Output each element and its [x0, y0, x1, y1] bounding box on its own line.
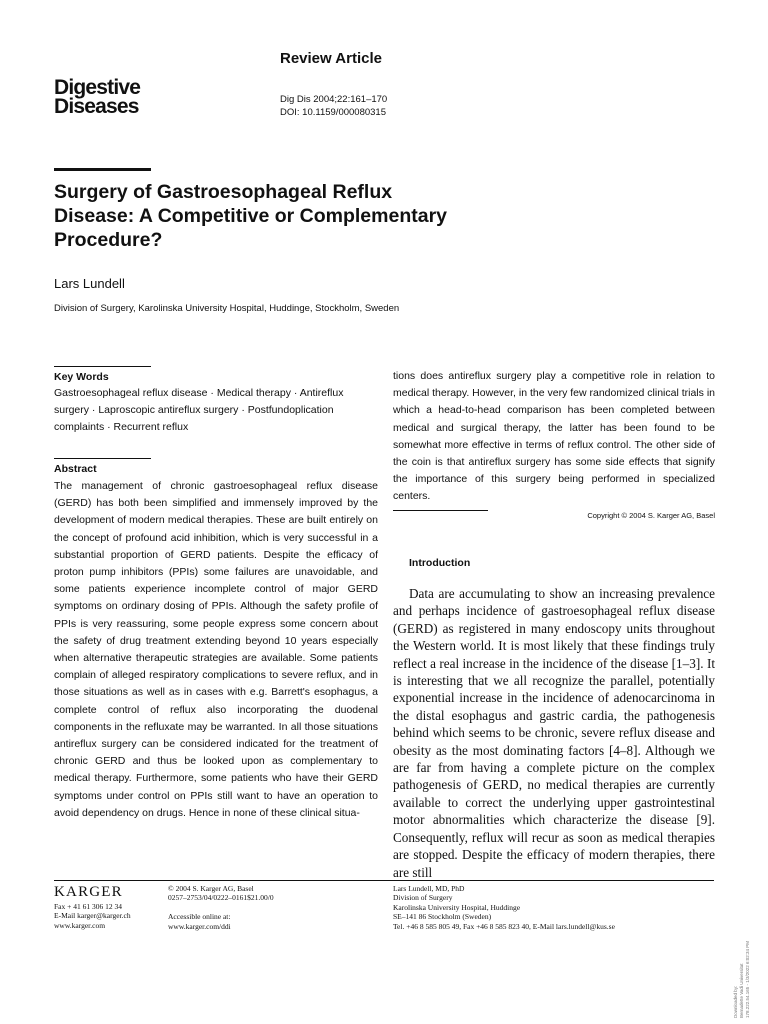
publisher-logo: KARGER [54, 884, 123, 900]
introduction-heading: Introduction [409, 557, 471, 569]
download-watermark-line-3: 178.222.54.165 - 1/3/2022 6:02:34 PM [745, 940, 750, 1018]
download-watermark [733, 818, 751, 1018]
author-name: Lars Lundell [54, 276, 125, 291]
publisher-email[interactable]: E-Mail karger@karger.ch [54, 911, 131, 921]
abstract-heading: Abstract [54, 463, 97, 475]
footer-divider [54, 880, 714, 881]
corr-name: Lars Lundell, MD, PhD [393, 884, 465, 893]
correspondence-address [393, 884, 615, 931]
publication-info [168, 884, 274, 931]
publisher-fax: Fax + 41 61 306 12 34 [54, 902, 122, 911]
citation-reference: Dig Dis 2004;22:161–170 [280, 94, 388, 105]
citation-doi[interactable]: DOI: 10.1159/000080315 [280, 107, 386, 118]
publisher-website[interactable]: www.karger.com [54, 920, 106, 930]
keywords-list: Gastroesophageal reflux disease · Medical therapy · Antireflux surgery · Laproscopic antireflux surgery · Postfundoplication complaints · Recurrent reflux [54, 387, 344, 434]
keywords-divider [54, 366, 151, 367]
pub-issn: 0257–2753/04/0222–0161$21.00/0 [168, 893, 274, 903]
abstract-divider [54, 458, 151, 459]
header-divider [54, 168, 151, 171]
corr-hospital: Karolinska University Hospital, Huddinge [393, 902, 521, 912]
corr-contact: Tel. +46 8 585 805 49, Fax +46 8 585 823 40, E-Mail lars.lundell@kus.se [393, 921, 615, 931]
author-affiliation: Division of Surgery, Karolinska University Hospital, Huddinge, Stockholm, Sweden [54, 303, 400, 314]
journal-logo-line-2: Diseases [54, 95, 139, 118]
copyright-notice: Copyright © 2004 S. Karger AG, Basel [587, 511, 715, 520]
pub-copyright: © 2004 S. Karger AG, Basel [168, 884, 254, 893]
journal-logo-line-1: Digestive [54, 76, 141, 99]
pub-online-url[interactable]: www.karger.com/ddi [168, 921, 231, 931]
keywords-heading: Key Words [54, 371, 109, 383]
download-watermark-line-2: Bernadette Vadi Universitat [739, 963, 744, 1018]
pub-online-label: Accessible online at: [168, 912, 231, 922]
journal-logo [54, 78, 140, 116]
citation-block [280, 93, 387, 119]
download-watermark-line-1: Downloaded by: [733, 985, 738, 1018]
article-title: Surgery of Gastroesophageal Reflux Disease: A Competitive or Complementary Procedure? [54, 181, 447, 251]
pub-spacer [168, 903, 274, 912]
corr-department: Division of Surgery [393, 893, 453, 903]
introduction-body: Data are accumulating to show an increasing prevalence and perhaps incidence of gastroesophageal reflux disease (GERD) as registered in many endoscopy units throughout the Western world. It is most likely that these findings truly reflect a real increase in the incidence of the disease [1–3]. It is interesting that we all recognize the parallel, potentially exponential increase in the incidence of adenocarcinoma in the distal esophagus and gastric cardia, the pathogenesis behind which seems to be chronic, severe reflux disease and obesity as the most dominating factors [4–8]. Although we are far from having a complete picture on the complex pathogenesis of GERD, no medical therapies are currently available to correct the underlying upper gastrointestinal motor abnormalities which characterize the disease [9]. Consequently, reflux will recur as soon as medical therapies are stopped. Despite the efficacy of modern therapies, there are still [393, 586, 715, 880]
corr-city: SE–141 86 Stockholm (Sweden) [393, 912, 492, 922]
abstract-body-continued: tions does antireflux surgery play a competitive role in relation to medical therapy. However, in the very few randomized clinical trials in which a head-to-head comparison has been completed between medical and surgical therapy, the latter has been found to be somewhat more effective in terms of reflux control. The other side of the coin is that antireflux surgery has some side effects that signify the importance of this surgery being performed in specialized centers. [393, 370, 715, 503]
abstract-body: The management of chronic gastroesophageal reflux disease (GERD) has both been simplified and immensely improved by the development of modern medical therapies. These are built entirely on the concept of profound acid inhibition, which is very successful in a substantial proportion of GERD patients. Despite the efficacy of proton pump inhibitors (PPIs) some failures are unavoidable, and some patients experience incomplete control of major GERD symptoms on ordinary dosing of PPIs. Although the safety profile of PPIs is very reassuring, some people express some concern about the safety of drug treatment extending beyond 10 years especially when alternative therapeutic strategies are available. Some patients complain of alleged respiratory complications to severe reflux, and in those situations as well as in cases with e.g. Barrett's esophagus, a complete control of reflux also incorporating the duodenal components in the refluxate may be warranted. In all those situations antireflux surgery can be considered indicated for the treatment of chronic GERD and thus be looked upon as complementary to medical therapy. Furthermore, some patients who have their GERD symptoms under control on PPIs still want to have an operation to avoid dependency on drugs. Hence in none of these clinical situa- [54, 480, 378, 819]
publisher-contact [54, 902, 131, 930]
article-type-label: Review Article [280, 50, 382, 67]
